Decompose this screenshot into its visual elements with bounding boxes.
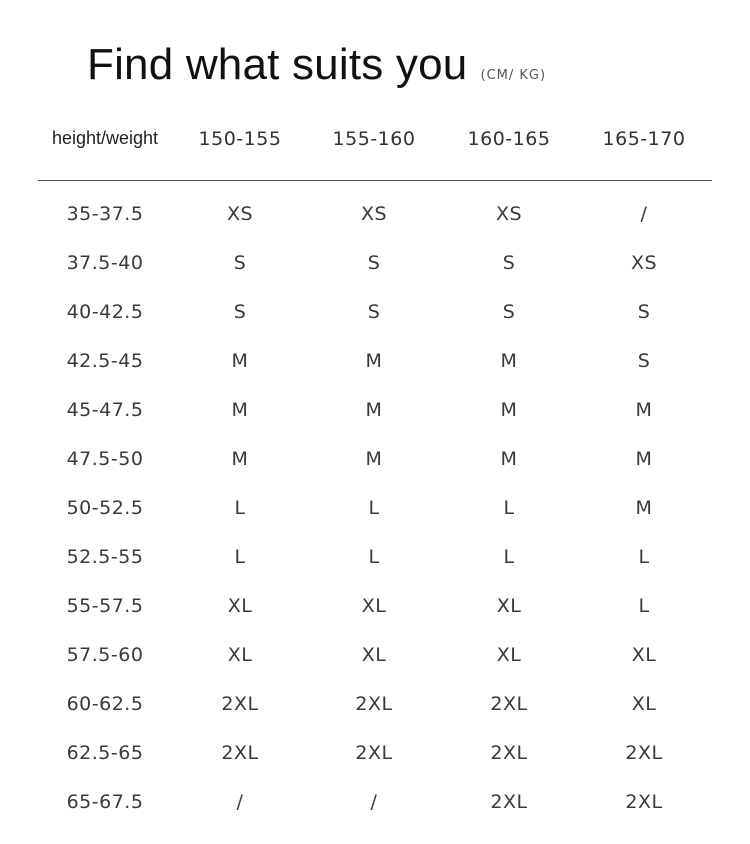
- header-cell: 155-160: [332, 128, 416, 150]
- size-cell: L: [368, 497, 380, 519]
- size-cell: /: [236, 791, 244, 813]
- size-cell: L: [638, 595, 650, 617]
- table-row: [38, 436, 712, 485]
- size-cell: M: [635, 497, 653, 519]
- table-row: [38, 191, 712, 240]
- size-cell: 2XL: [221, 693, 259, 715]
- row-label: 65-67.5: [66, 791, 144, 813]
- unit-label: (CM/ KG): [480, 68, 547, 83]
- size-cell: M: [365, 350, 383, 372]
- header-cell: 160-165: [467, 128, 551, 150]
- table-header: [38, 118, 712, 162]
- size-cell: S: [367, 301, 381, 323]
- page-title: Find what suits you: [87, 40, 468, 89]
- size-cell: XL: [496, 595, 522, 617]
- size-cell: 2XL: [490, 693, 528, 715]
- size-cell: M: [635, 448, 653, 470]
- size-cell: 2XL: [490, 742, 528, 764]
- size-cell: 2XL: [490, 791, 528, 813]
- size-cell: M: [231, 448, 249, 470]
- row-label: 52.5-55: [66, 546, 144, 568]
- size-cell: M: [635, 399, 653, 421]
- size-cell: M: [500, 350, 518, 372]
- table-row: [38, 730, 712, 779]
- header-cell: 165-170: [602, 128, 686, 150]
- row-label: 57.5-60: [66, 644, 144, 666]
- table-row: [38, 240, 712, 289]
- size-cell: XS: [630, 252, 658, 274]
- size-cell: L: [234, 546, 246, 568]
- size-cell: L: [638, 546, 650, 568]
- row-label: 42.5-45: [66, 350, 144, 372]
- size-cell: XL: [227, 595, 253, 617]
- table-row: [38, 387, 712, 436]
- size-cell: L: [368, 546, 380, 568]
- size-cell: 2XL: [625, 742, 663, 764]
- size-cell: 2XL: [355, 693, 393, 715]
- size-cell: M: [365, 399, 383, 421]
- title-row: [87, 40, 546, 90]
- table-row: [38, 632, 712, 681]
- size-cell: L: [503, 546, 515, 568]
- size-cell: L: [234, 497, 246, 519]
- row-label: 37.5-40: [66, 252, 144, 274]
- header-cell-height-weight: height/weight: [51, 128, 159, 148]
- table-row: [38, 289, 712, 338]
- size-cell: XS: [360, 203, 388, 225]
- size-cell: S: [367, 252, 381, 274]
- size-cell: XS: [495, 203, 523, 225]
- size-cell: M: [231, 350, 249, 372]
- row-label: 45-47.5: [66, 399, 144, 421]
- size-cell: XL: [227, 644, 253, 666]
- size-cell: XL: [361, 644, 387, 666]
- size-cell: XL: [631, 644, 657, 666]
- table-row: [38, 779, 712, 828]
- size-cell: XL: [361, 595, 387, 617]
- size-cell: S: [502, 301, 516, 323]
- row-label: 50-52.5: [66, 497, 144, 519]
- size-cell: M: [231, 399, 249, 421]
- size-cell: S: [233, 301, 247, 323]
- table-row: [38, 338, 712, 387]
- size-cell: S: [502, 252, 516, 274]
- row-label: 60-62.5: [66, 693, 144, 715]
- size-cell: M: [500, 448, 518, 470]
- table-row: [38, 485, 712, 534]
- size-cell: /: [370, 791, 378, 813]
- table-row: [38, 681, 712, 730]
- size-cell: XL: [496, 644, 522, 666]
- row-label: 47.5-50: [66, 448, 144, 470]
- header-cell: 150-155: [198, 128, 282, 150]
- size-cell: L: [503, 497, 515, 519]
- row-label: 40-42.5: [66, 301, 144, 323]
- size-cell: XL: [631, 693, 657, 715]
- size-cell: 2XL: [221, 742, 259, 764]
- size-cell: M: [365, 448, 383, 470]
- table-row: [38, 583, 712, 632]
- size-table-body: [38, 191, 712, 828]
- size-cell: 2XL: [355, 742, 393, 764]
- row-label: 55-57.5: [66, 595, 144, 617]
- size-cell: S: [637, 301, 651, 323]
- size-cell: S: [637, 350, 651, 372]
- size-cell: 2XL: [625, 791, 663, 813]
- row-label: 62.5-65: [66, 742, 144, 764]
- table-row: [38, 534, 712, 583]
- size-cell: S: [233, 252, 247, 274]
- size-cell: /: [640, 203, 648, 225]
- header-divider: [38, 180, 712, 181]
- row-label: 35-37.5: [66, 203, 144, 225]
- size-cell: M: [500, 399, 518, 421]
- size-cell: XS: [226, 203, 254, 225]
